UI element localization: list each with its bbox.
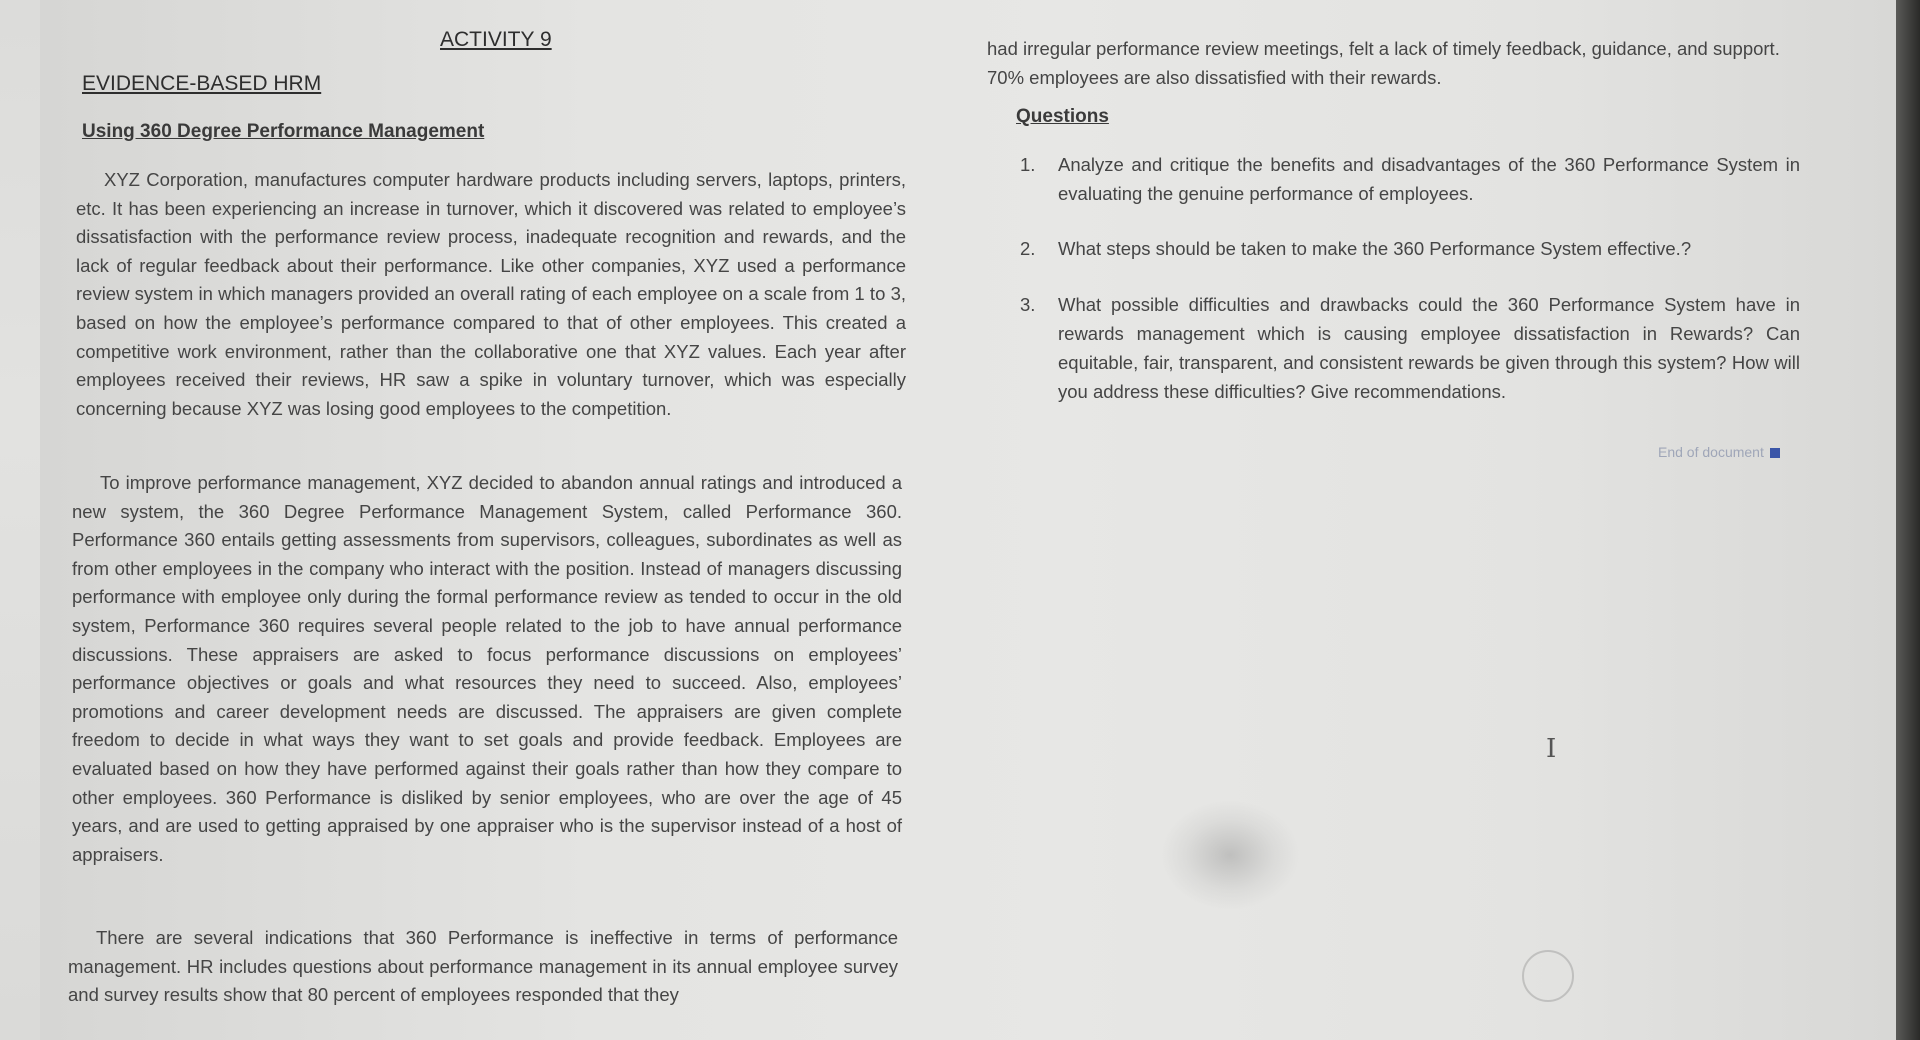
activity-title: ACTIVITY 9 [440, 28, 552, 51]
paragraph-3: There are several indications that 360 Performance is ineffective in terms of performance management. HR includes questions about performance management in its annual employee survey and survey results show that 80 percent of employees responded that they [68, 927, 898, 1006]
question-item [1020, 150, 1800, 208]
end-square-icon [1770, 448, 1780, 458]
monitor-bezel [1896, 0, 1920, 1040]
question-number: 3. [1020, 294, 1036, 315]
question-text: Analyze and critique the benefits and disadvantages of the 360 Performance System in evaluating the genuine performance of employees. [1058, 154, 1800, 204]
paragraph-2: To improve performance management, XYZ decided to abandon annual ratings and introduced a new system, the 360 Degree Performance Management System, called Performance 360. Performance 360 entails getting assessments from supervisors, colleagues, subordinates as well as from other employees in the company who interact with the position. Instead of managers discussing performance with employee only during the formal performance review as tended to occur in the old system, Performance 360 requires several people related to the job to have annual performance discussions. These appraisers are asked to focus performance discussions on employees’ performance objectives or goals and what resources they need to succeed. Also, employees’ promotions and career development needs are discussed. The appraisers are given complete freedom to decide in what ways they want to set goals and provide feedback. Employees are evaluated based on how they have performed against their goals rather than how they compare to other employees. 360 Performance is disliked by senior employees, who are over the age of 45 years, and are used to getting appraised by one appraiser who is the supervisor instead of a host of appraisers. [72, 472, 902, 865]
question-text: What possible difficulties and drawbacks could the 360 Performance System have in rewards management which is causing employee dissatisfaction in Rewards? Can equitable, fair, transparent, and consistent rewards be given through this system? How will you address these difficulties? Give recommendations. [1058, 294, 1800, 402]
section-title: EVIDENCE-BASED HRM [82, 72, 322, 95]
questions-title: Questions [1016, 106, 1109, 127]
question-number: 2. [1020, 238, 1036, 259]
question-item [1020, 290, 1800, 406]
question-text: What steps should be taken to make the 360 Performance System effective.? [1058, 238, 1692, 259]
paragraph-1: XYZ Corporation, manufactures computer hardware products including servers, laptops, printers, etc. It has been experiencing an increase in turnover, which it discovered was related to employee’s dissatisfaction with the performance review process, inadequate recognition and rewards, and the lack of regular feedback about their performance. Like other companies, XYZ used a performance review system in which managers provided an overall rating of each employee on a scale from 1 to 3, based on how the employee’s performance compared to that of other employees. This created a competitive work environment, rather than the collaborative one that XYZ values. Each year after employees received their reviews, HR saw a spike in voluntary turnover, which was especially concerning because XYZ was losing good employees to the competition. [76, 169, 906, 419]
questions-list [1020, 150, 1800, 406]
paragraph-continuation: had irregular performance review meetings, felt a lack of timely feedback, guidance, and support. 70% employees are also dissatisfied with their rewards. [987, 38, 1780, 88]
text-cursor-icon: I [1546, 734, 1557, 764]
question-number: 1. [1020, 154, 1036, 175]
question-item [1020, 234, 1800, 263]
end-of-document-marker [1658, 444, 1780, 460]
screen-reflection-ring [1522, 950, 1574, 1002]
case-title: Using 360 Degree Performance Management [82, 121, 485, 142]
end-of-document-label: End of document [1658, 444, 1764, 460]
screen-glare [1160, 800, 1300, 910]
